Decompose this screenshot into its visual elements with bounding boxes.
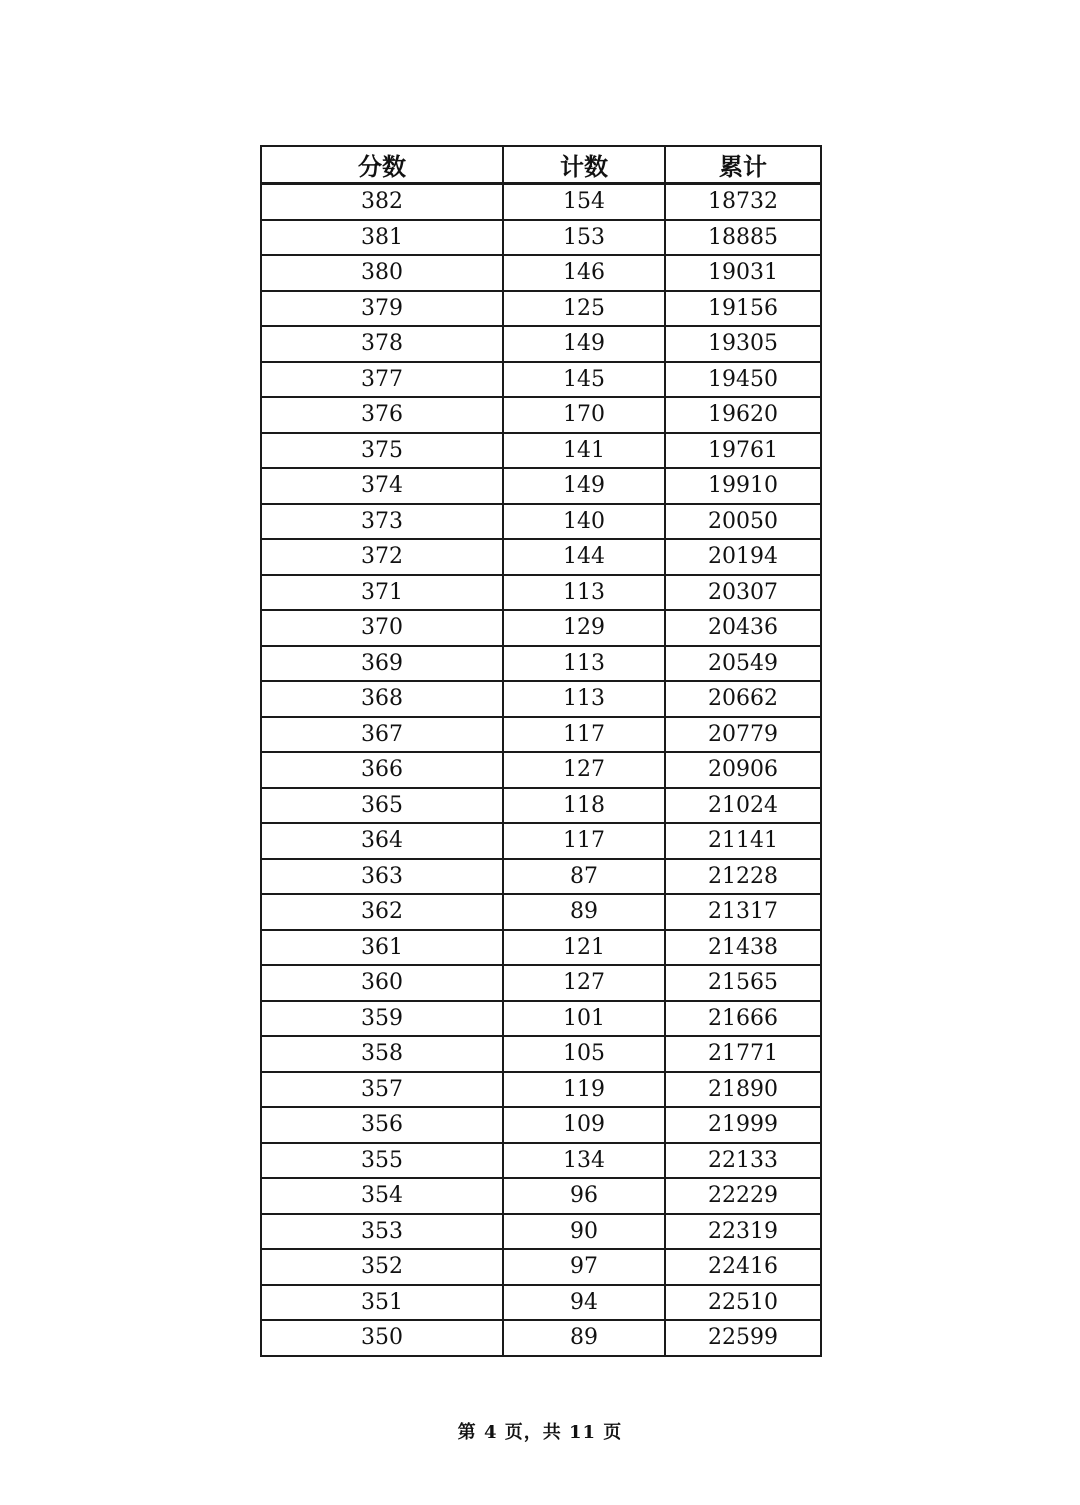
table-row xyxy=(261,1285,821,1321)
cell-cumulative: 19761 xyxy=(665,433,821,469)
cell-cumulative: 21666 xyxy=(665,1001,821,1037)
cell-score: 376 xyxy=(261,397,503,433)
cell-count: 89 xyxy=(503,1320,665,1356)
cell-score: 366 xyxy=(261,752,503,788)
cell-cumulative: 21890 xyxy=(665,1072,821,1108)
table-header xyxy=(261,146,821,184)
table-row xyxy=(261,823,821,859)
cell-count: 105 xyxy=(503,1036,665,1072)
score-table xyxy=(260,145,822,1357)
cell-count: 94 xyxy=(503,1285,665,1321)
cell-score: 374 xyxy=(261,468,503,504)
cell-score: 369 xyxy=(261,646,503,682)
cell-cumulative: 21999 xyxy=(665,1107,821,1143)
cell-score: 361 xyxy=(261,930,503,966)
cell-count: 154 xyxy=(503,184,665,220)
cell-score: 365 xyxy=(261,788,503,824)
table-row xyxy=(261,1249,821,1285)
table-row xyxy=(261,610,821,646)
cell-cumulative: 19156 xyxy=(665,291,821,327)
cell-score: 378 xyxy=(261,326,503,362)
cell-cumulative: 19620 xyxy=(665,397,821,433)
cell-cumulative: 22599 xyxy=(665,1320,821,1356)
cell-cumulative: 22510 xyxy=(665,1285,821,1321)
table-row xyxy=(261,752,821,788)
table-row xyxy=(261,646,821,682)
cell-score: 355 xyxy=(261,1143,503,1179)
cell-count: 149 xyxy=(503,468,665,504)
cell-cumulative: 21438 xyxy=(665,930,821,966)
table-row xyxy=(261,1214,821,1250)
cell-count: 121 xyxy=(503,930,665,966)
cell-cumulative: 20307 xyxy=(665,575,821,611)
table-row xyxy=(261,291,821,327)
cell-count: 145 xyxy=(503,362,665,398)
cell-score: 375 xyxy=(261,433,503,469)
cell-score: 353 xyxy=(261,1214,503,1250)
cell-score: 364 xyxy=(261,823,503,859)
cell-count: 113 xyxy=(503,681,665,717)
cell-cumulative: 20662 xyxy=(665,681,821,717)
cell-score: 372 xyxy=(261,539,503,575)
cell-count: 134 xyxy=(503,1143,665,1179)
cell-cumulative: 22229 xyxy=(665,1178,821,1214)
cell-score: 373 xyxy=(261,504,503,540)
table-row xyxy=(261,220,821,256)
cell-cumulative: 22319 xyxy=(665,1214,821,1250)
cell-score: 356 xyxy=(261,1107,503,1143)
table-row xyxy=(261,326,821,362)
cell-count: 118 xyxy=(503,788,665,824)
cell-count: 141 xyxy=(503,433,665,469)
table-row xyxy=(261,1036,821,1072)
cell-score: 354 xyxy=(261,1178,503,1214)
cell-count: 90 xyxy=(503,1214,665,1250)
table-row xyxy=(261,397,821,433)
cell-score: 350 xyxy=(261,1320,503,1356)
header-score: 分数 xyxy=(261,146,503,184)
cell-cumulative: 20050 xyxy=(665,504,821,540)
cell-score: 359 xyxy=(261,1001,503,1037)
page-footer: 第 4 页，共 11 页 xyxy=(457,1422,623,1443)
cell-cumulative: 21141 xyxy=(665,823,821,859)
cell-cumulative: 21024 xyxy=(665,788,821,824)
cell-count: 89 xyxy=(503,894,665,930)
table-row xyxy=(261,1320,821,1356)
table-row xyxy=(261,681,821,717)
cell-cumulative: 18732 xyxy=(665,184,821,220)
cell-score: 360 xyxy=(261,965,503,1001)
cell-score: 380 xyxy=(261,255,503,291)
cell-score: 370 xyxy=(261,610,503,646)
cell-count: 113 xyxy=(503,646,665,682)
cell-cumulative: 19031 xyxy=(665,255,821,291)
cell-count: 140 xyxy=(503,504,665,540)
cell-cumulative: 20549 xyxy=(665,646,821,682)
cell-cumulative: 19910 xyxy=(665,468,821,504)
cell-score: 357 xyxy=(261,1072,503,1108)
cell-cumulative: 18885 xyxy=(665,220,821,256)
cell-count: 153 xyxy=(503,220,665,256)
cell-score: 377 xyxy=(261,362,503,398)
table-row xyxy=(261,1072,821,1108)
table-row xyxy=(261,362,821,398)
header-cumulative: 累计 xyxy=(665,146,821,184)
cell-count: 109 xyxy=(503,1107,665,1143)
cell-count: 117 xyxy=(503,823,665,859)
cell-count: 101 xyxy=(503,1001,665,1037)
cell-cumulative: 22416 xyxy=(665,1249,821,1285)
table-row xyxy=(261,468,821,504)
header-row xyxy=(261,146,821,184)
cell-cumulative: 20436 xyxy=(665,610,821,646)
table-row xyxy=(261,255,821,291)
cell-cumulative: 21228 xyxy=(665,859,821,895)
cell-count: 129 xyxy=(503,610,665,646)
table-row xyxy=(261,717,821,753)
cell-score: 358 xyxy=(261,1036,503,1072)
cell-count: 170 xyxy=(503,397,665,433)
cell-count: 146 xyxy=(503,255,665,291)
cell-cumulative: 22133 xyxy=(665,1143,821,1179)
cell-count: 127 xyxy=(503,965,665,1001)
cell-count: 87 xyxy=(503,859,665,895)
cell-score: 371 xyxy=(261,575,503,611)
table-row xyxy=(261,433,821,469)
table-row xyxy=(261,788,821,824)
cell-count: 117 xyxy=(503,717,665,753)
table-body xyxy=(261,184,821,1356)
table-row xyxy=(261,504,821,540)
cell-score: 367 xyxy=(261,717,503,753)
cell-cumulative: 20194 xyxy=(665,539,821,575)
cell-count: 125 xyxy=(503,291,665,327)
cell-score: 351 xyxy=(261,1285,503,1321)
table-row xyxy=(261,930,821,966)
cell-count: 144 xyxy=(503,539,665,575)
cell-count: 113 xyxy=(503,575,665,611)
cell-cumulative: 21565 xyxy=(665,965,821,1001)
cell-count: 97 xyxy=(503,1249,665,1285)
cell-count: 127 xyxy=(503,752,665,788)
cell-score: 362 xyxy=(261,894,503,930)
table-row xyxy=(261,965,821,1001)
cell-score: 352 xyxy=(261,1249,503,1285)
cell-count: 96 xyxy=(503,1178,665,1214)
table-row xyxy=(261,1143,821,1179)
cell-score: 382 xyxy=(261,184,503,220)
cell-score: 363 xyxy=(261,859,503,895)
table-row xyxy=(261,539,821,575)
cell-cumulative: 19305 xyxy=(665,326,821,362)
cell-score: 381 xyxy=(261,220,503,256)
cell-cumulative: 20906 xyxy=(665,752,821,788)
cell-count: 119 xyxy=(503,1072,665,1108)
table-row xyxy=(261,859,821,895)
cell-score: 379 xyxy=(261,291,503,327)
cell-cumulative: 20779 xyxy=(665,717,821,753)
table-row xyxy=(261,184,821,220)
table-row xyxy=(261,1178,821,1214)
cell-score: 368 xyxy=(261,681,503,717)
table-row xyxy=(261,1001,821,1037)
table-row xyxy=(261,1107,821,1143)
table-row xyxy=(261,575,821,611)
cell-cumulative: 19450 xyxy=(665,362,821,398)
table-row xyxy=(261,894,821,930)
cell-cumulative: 21771 xyxy=(665,1036,821,1072)
cell-cumulative: 21317 xyxy=(665,894,821,930)
cell-count: 149 xyxy=(503,326,665,362)
header-count: 计数 xyxy=(503,146,665,184)
